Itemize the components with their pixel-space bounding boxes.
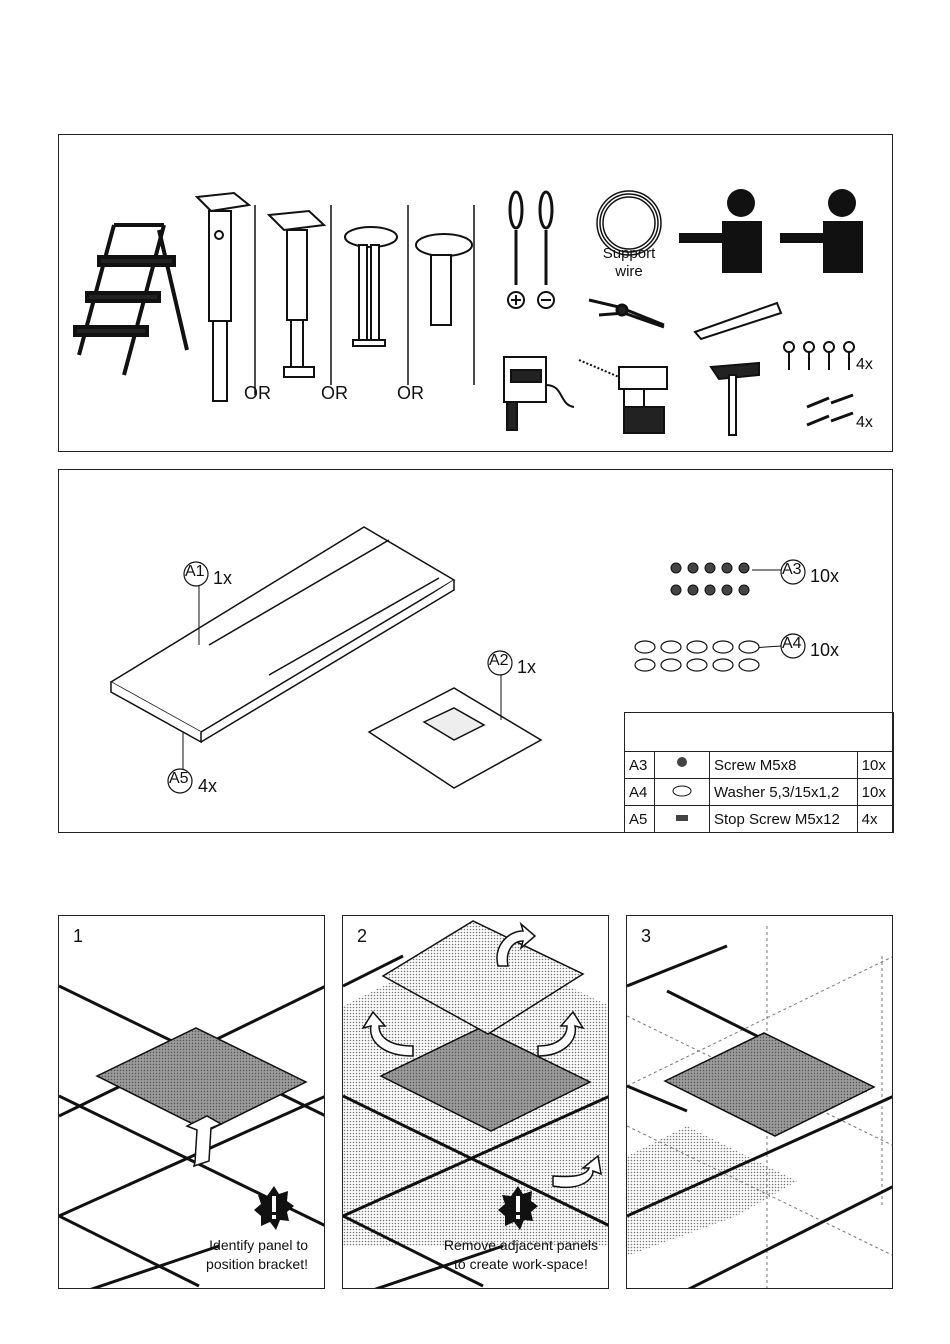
step-number: 3	[641, 926, 652, 946]
or-label-1: OR	[244, 383, 271, 403]
screwdriver-icon	[508, 192, 554, 308]
part-qty: 4x	[857, 806, 893, 833]
parts-list-table	[624, 712, 894, 833]
pliers-icon	[589, 300, 664, 327]
a1-code: A1	[185, 563, 205, 580]
or-label-3: OR	[397, 383, 424, 403]
support-wire-label	[593, 245, 665, 281]
part-description: Stop Screw M5x12	[709, 806, 857, 833]
support-wire-line2: wire	[615, 263, 643, 280]
drill-icon	[579, 360, 667, 433]
telescopic-leg-icon	[197, 193, 249, 401]
parts-table-header-row	[625, 713, 894, 752]
washers-a4-icon	[635, 641, 759, 671]
ceiling-grid-step3	[627, 916, 893, 1289]
part-description: Washer 5,3/15x1,2	[709, 779, 857, 806]
caption-line-2: position bracket!	[206, 1256, 308, 1272]
a5-qty: 4x	[198, 776, 218, 796]
step-ladder-icon	[75, 225, 187, 375]
part-code: A4	[625, 779, 655, 806]
caption-line-1: Remove adjacent panels	[443, 1237, 598, 1253]
support-wire-line1: Support	[602, 245, 656, 262]
washer-icon	[654, 779, 709, 806]
caption-line-1: Identify panel to	[209, 1237, 308, 1253]
table-row	[625, 806, 894, 833]
a4-code: A4	[782, 635, 802, 652]
mounting-plate-a2	[369, 688, 541, 788]
a3-qty: 10x	[810, 566, 840, 586]
stop-screw-icon	[654, 806, 709, 833]
table-row	[625, 752, 894, 779]
bracket-stand-icon	[345, 227, 397, 346]
step-3-panel	[626, 915, 893, 1289]
warning-icon	[498, 1186, 538, 1236]
two-persons-icon	[679, 189, 863, 273]
part-code: A5	[625, 806, 655, 833]
step-number: 2	[357, 926, 368, 946]
part-description: Screw M5x8	[709, 752, 857, 779]
eye-screws-qty: 4x	[856, 356, 873, 373]
bracket-stand-short-icon	[416, 234, 472, 325]
hammer-icon	[711, 363, 759, 435]
parts-panel	[58, 469, 893, 833]
step-number: 1	[73, 926, 84, 946]
caption-line-2: to create work-space!	[454, 1256, 588, 1272]
wall-anchor-icon	[807, 395, 853, 425]
step-1-caption	[206, 1236, 308, 1274]
part-code: A3	[625, 752, 655, 779]
screw-icon	[654, 752, 709, 779]
a3-code: A3	[782, 561, 802, 578]
a5-code: A5	[169, 770, 189, 787]
table-row	[625, 779, 894, 806]
ceiling-grid-step2	[343, 916, 609, 1289]
step-1-panel	[58, 915, 325, 1289]
warning-icon	[254, 1186, 294, 1236]
anchors-qty: 4x	[856, 414, 873, 431]
step-2-caption	[444, 1236, 598, 1274]
pencil-icon	[695, 303, 781, 339]
a1-qty: 1x	[213, 568, 233, 588]
mounting-rail-a1	[111, 527, 454, 742]
telescopic-leg-base-icon	[269, 211, 324, 377]
a2-qty: 1x	[517, 657, 537, 677]
screws-a3-icon	[671, 563, 749, 595]
a4-qty: 10x	[810, 640, 840, 660]
tools-illustration	[59, 135, 894, 453]
part-qty: 10x	[857, 779, 893, 806]
a2-code: A2	[489, 652, 509, 669]
jigsaw-icon	[504, 357, 574, 430]
step-2-panel	[342, 915, 609, 1289]
or-label-2: OR	[321, 383, 348, 403]
part-qty: 10x	[857, 752, 893, 779]
eye-screw-icon	[784, 342, 854, 370]
tools-panel	[58, 134, 893, 452]
